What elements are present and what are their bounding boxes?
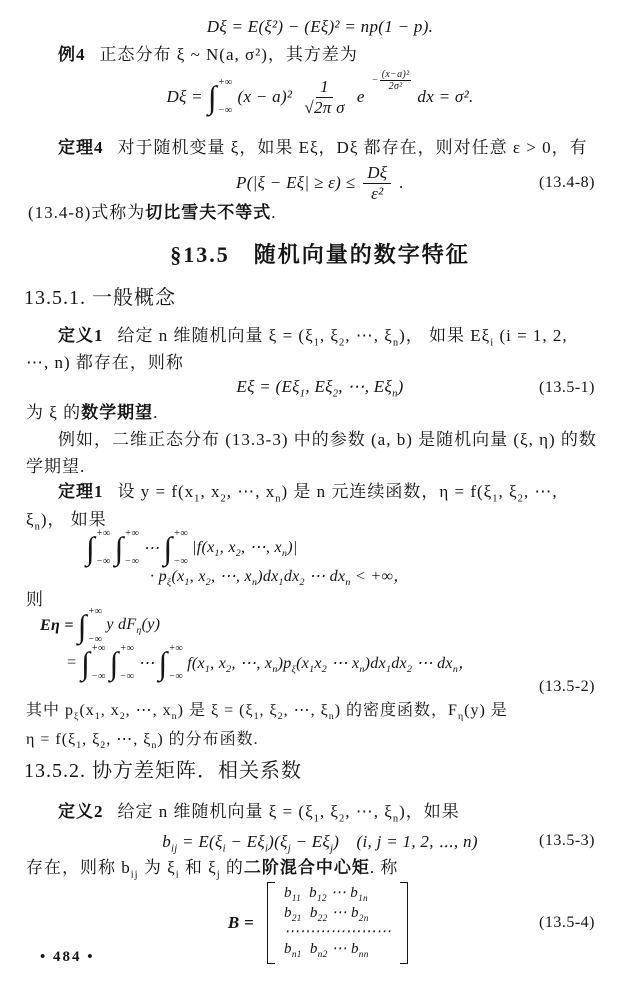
definition2-term: 二阶混合中心矩 — [243, 858, 370, 877]
definition2-line2 — [26, 857, 398, 882]
theorem4-text: 对于随机变量 ξ，如果 Eξ，Dξ 都存在，则对任意 ε > 0，有 — [117, 138, 588, 157]
page-number: • 484 • — [40, 949, 95, 965]
definition1-term: 数学期望 — [81, 403, 154, 422]
definition1-line3-pre: 为 ξ 的 — [26, 403, 82, 422]
matrix-lhs: B = — [227, 913, 255, 932]
equation-number-13-5-3: (13.5-3) — [539, 832, 595, 849]
where-line2: $\eta = f(\xi_1$, $\xi_2$, ⋯, $\xi_n$) 的分布函数. — [26, 731, 259, 752]
integral-sign: ∫ +∞ −∞ — [158, 643, 184, 682]
chebyshev-fraction: $\frac{D\xi}{\text{ε²}}$ — [363, 163, 391, 203]
section-title: §13.5 随机向量的数字特征 — [170, 242, 470, 267]
definition2-line2-post: . 称 — [369, 858, 399, 877]
equation-number-13-5-1: (13.5-1) — [539, 379, 595, 396]
integral-dots: ⋯ — [143, 540, 160, 557]
integral-sign: ∫ +∞ −∞ — [86, 528, 111, 567]
example4-text: 正态分布 ξ ~ N(a, σ²)，其方差为 — [99, 45, 358, 64]
theorem1-line2: $\xi_n$)， 如果 — [26, 510, 107, 533]
chebyshev-period: . — [399, 173, 404, 192]
example4-label: 例4 — [58, 45, 86, 64]
theorem1-line1 — [58, 481, 558, 506]
example-paragraph-line2: 学期望. — [26, 457, 86, 476]
definition1-line2: ⋯, n) 都存在，则称 — [26, 353, 184, 372]
e-eta-equals: = — [66, 654, 78, 671]
definition2-line1 — [58, 801, 460, 826]
theorem1-label: 定理1 — [58, 482, 104, 501]
formula-e-eta-line1 — [40, 605, 160, 647]
theorem1-text1: 设 $y = f(x_1$, $x_2$, ⋯, $x_n$) 是 n 元连续函数，$\eta = f(\xi_1$, $\xi_2$, ⋯, — [117, 482, 558, 505]
definition1-line3 — [26, 402, 158, 423]
chebyshev-lhs: P(|ξ − Eξ| ≥ ε) ≤ — [236, 173, 356, 192]
integral-sign: ∫ +∞ −∞ — [207, 77, 233, 116]
subsection1-title: 13.5.1. 一般概念 — [24, 287, 176, 309]
matrix-body — [267, 882, 408, 964]
example-paragraph-line1: 例如，二维正态分布 (13.3-3) 中的参数 (a, b) 是随机向量 (ξ, η) 的数 — [58, 430, 597, 449]
integral-sign: ∫ +∞ −∞ — [163, 528, 188, 567]
formula-condition-line1 — [86, 527, 298, 569]
formula-normal-variance — [0, 68, 640, 126]
remark-post: . — [271, 203, 277, 222]
matrix-row: $b_{21}$ $b_{22}$ ⋯ $b_{2n}$ — [284, 904, 369, 924]
formula-condition-line2: · $p_\xi(x_1$, $x_2$, ⋯, $x_n)dx_1dx_2$ ⋯ $dx_n$ < +∞， — [150, 568, 410, 589]
euler-e: e — [356, 87, 365, 106]
formula-central-moment — [0, 828, 640, 854]
e-eta-tail1: y $dF_\eta(y)$ — [106, 615, 161, 637]
gauss-coefficient-fraction: $\frac{1}{\text{√2π σ}}$ — [304, 76, 345, 117]
then-word: 则 — [26, 590, 44, 609]
formula-variance-binomial: Dξ = E(ξ²) − (Eξ)² = np(1 − p). — [206, 17, 434, 36]
remark-pre: (13.4-8)式称为 — [28, 203, 146, 222]
integral-dots: ⋯ — [138, 655, 155, 672]
definition2-label: 定义2 — [58, 802, 104, 821]
equation-number-13-5-4: (13.5-4) — [539, 914, 595, 931]
formula-expectation-vector — [0, 375, 640, 401]
normal-variance-tail: dx = σ². — [417, 87, 474, 106]
integral-sign: ∫ +∞ −∞ — [77, 606, 103, 645]
e-eta-tail2: $f(x_1$, $x_2$, ⋯, $x_n)p_\xi(x_1x_2$ ⋯ $x_n)dx_1dx_2$ ⋯ $dx_n$， — [187, 655, 475, 676]
condition-integrand: $|f(x_1$, $x_2$, ⋯, $x_n)|$ — [192, 538, 298, 560]
definition1-line3-post: . — [153, 403, 159, 422]
matrix-row: ⋯⋯⋯⋯⋯⋯⋯ — [284, 924, 392, 941]
gauss-exponent: − $\frac{\text{(x−a)²}}{\text{2σ²}}$ — [371, 68, 410, 92]
where-line1: 其中 $p_\xi(x_1$, $x_2$, ⋯, $x_n$) 是 $\xi = (\xi_1$, $\xi_2$, ⋯, $\xi_n$) 的密度函数，$F_\eta(y)$ 是 — [26, 702, 508, 723]
remark-term: 切比雪夫不等式 — [145, 203, 272, 222]
theorem4-paragraph — [58, 137, 588, 159]
chebyshev-remark — [28, 202, 276, 223]
integral-sign: ∫ +∞ −∞ — [114, 528, 140, 567]
formula-chebyshev — [0, 160, 640, 206]
definition1-text1: 给定 n 维随机向量 $\xi = (\xi_1$, $\xi_2$, ⋯, $\xi_n$)， 如果 $E\xi_i$ (i = 1, 2, — [117, 326, 568, 349]
equation-number-13-5-2: (13.5-2) — [539, 678, 595, 695]
definition1-line1 — [58, 325, 568, 350]
definition2-line2-pre: 存在，则称 $b_{ij}$ 为 $\xi_i$ 和 $\xi_j$ 的 — [26, 858, 244, 881]
integral-sign: ∫ +∞ −∞ — [109, 643, 135, 682]
subsection2-title: 13.5.2. 协方差矩阵．相关系数 — [24, 760, 302, 782]
definition1-label: 定义1 — [58, 326, 104, 345]
matrix-bracket-left — [267, 882, 275, 964]
e-eta-lhs: Eη = — [40, 617, 74, 634]
normal-variance-integrand: (x − a)² — [237, 87, 293, 106]
matrix-row: $b_{n1}$ $b_{n2}$ ⋯ $b_{nn}$ — [284, 941, 369, 961]
integral-sign: ∫ +∞ −∞ — [81, 643, 106, 682]
equation-number-13-4-8: (13.4-8) — [539, 174, 595, 191]
expectation-vector-eq: $E\xi = (E\xi_1$, $E\xi_2$, ⋯, $E\xi_n$) — [236, 376, 404, 400]
example4-paragraph — [58, 44, 358, 66]
matrix-bracket-right — [400, 882, 408, 964]
normal-variance-lhs: Dξ = — [166, 87, 203, 106]
formula-covariance-matrix — [0, 882, 640, 964]
definition2-text1: 给定 n 维随机向量 $\xi = (\xi_1$, $\xi_2$, ⋯, $\xi_n$)，如果 — [117, 802, 460, 825]
theorem4-label: 定理4 — [58, 138, 104, 157]
formula-e-eta-line2 — [66, 642, 474, 684]
central-moment-eq: $b_{ij} = E(\xi_i - E\xi_i)(\xi_j - E\xi_j)$ (i, j = 1, 2, ⋯, n) — [162, 832, 478, 855]
matrix-row: $b_{11}$ $b_{12}$ ⋯ $b_{1n}$ — [284, 884, 368, 904]
